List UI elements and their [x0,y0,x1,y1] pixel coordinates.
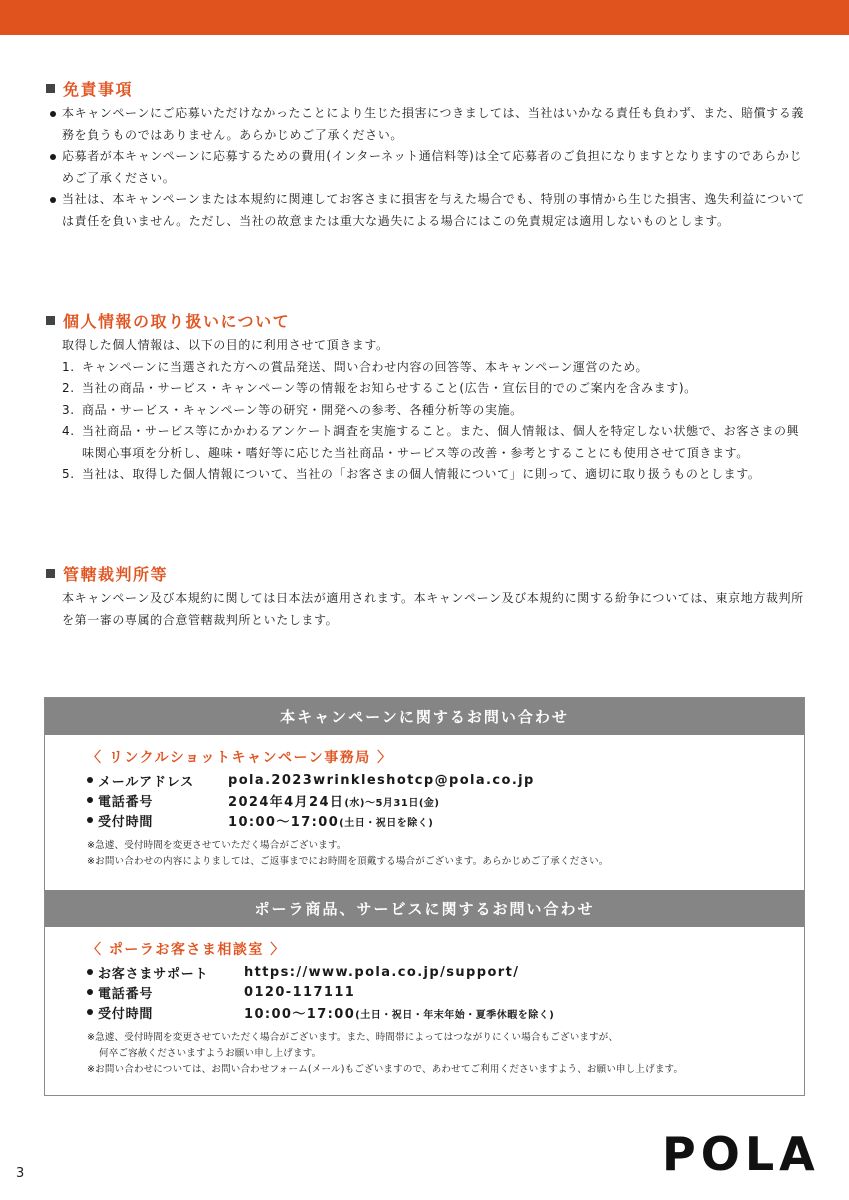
campaign-note: ※お問い合わせの内容によりましては、ご返事までにお時間を頂戴する場合がございます。あらかじめご了承ください。 [87,856,609,867]
top-accent-bar [0,0,849,35]
pola-note: ※急遽、受付時間を変更させていただく場合がございます。また、時間帯によってはつながりにくい場合もございますが、 [87,1032,619,1043]
pola-logo: POLA [662,1127,820,1181]
bullet-dot-icon [50,154,56,160]
campaign-note: ※急遽、受付時間を変更させていただく場合がございます。 [87,840,347,851]
campaign-email-row: メールアドレス pola.2023wrinkleshotcp@pola.co.jp [87,770,804,790]
privacy-intro: 取得した個人情報は、以下の目的に利用させて頂きます。 [62,338,389,352]
square-bullet-icon [46,316,55,325]
bullet-dot-icon [87,969,93,975]
disclaimer-section [46,77,806,232]
contact-box [44,697,805,1096]
bullet-dot-icon [87,777,93,783]
jurisdiction-title: 管轄裁判所等 [63,564,169,584]
disclaimer-list [46,103,806,232]
square-bullet-icon [46,84,55,93]
pola-support-link[interactable]: https://www.pola.co.jp/support/ [244,964,520,980]
disclaimer-item: 当社は、本キャンペーンまたは本規約に関連してお客さまに損害を与えた場合でも、特別の事情から生じた損害、逸失利益については責任を負いません。ただし、当社の故意または重大な過失による場合にはこの免責規定は適用しないものとします。 [46,189,806,232]
pola-support-row: お客さまサポート https://www.pola.co.jp/support/ [87,962,804,982]
campaign-phone-row: 電話番号 2024年4月24日(水)〜5月31日(金) [87,790,804,810]
bullet-dot-icon [87,1009,93,1015]
page-number: 3 [16,1166,25,1181]
campaign-hours-row: 受付時間 10:00〜17:00(土日・祝日を除く) [87,810,804,830]
campaign-contact-subtitle: 〈 リンクルショットキャンペーン事務局 〉 [87,750,393,766]
pola-hours-row: 受付時間 10:00〜17:00(土日・祝日・年末年始・夏季休暇を除く) [87,1002,804,1022]
privacy-item: 5. 当社は、取得した個人情報について、当社の「お客さまの個人情報について」に則って、適切に取り扱うものとします。 [62,467,761,481]
privacy-heading [46,309,806,331]
pola-contact-header: ポーラ商品、サービスに関するお問い合わせ [45,890,804,927]
pola-note: ※お問い合わせについては、お問い合わせフォーム(メール)もございますので、あわせてご利用くださいますよう、お願い申し上げます。 [87,1064,684,1075]
pola-contact-subtitle: 〈 ポーラお客さま相談室 〉 [87,942,286,958]
privacy-item: 1. キャンペーンに当選された方への賞品発送、問い合わせ内容の回答等、本キャンペーン運営のため。 [62,359,649,374]
disclaimer-title: 免責事項 [63,79,134,99]
disclaimer-item: 本キャンペーンにご応募いただけなかったことにより生じた損害につきましては、当社はいかなる責任も負わず、また、賠償する義務を負うものではありません。あらかじめご了承ください。 [46,103,806,146]
bullet-dot-icon [87,989,93,995]
bullet-dot-icon [87,817,93,823]
jurisdiction-heading [46,562,806,584]
pola-contact-body [45,927,804,1078]
privacy-item: 4. 当社商品・サービス等にかかわるアンケート調査を実施すること。また、個人情報は、個人を特定しない状態で、お客さまの興味関心事項を分析し、趣味・嗜好等に応じた当社商品・サービス等の改善・参考とすることにも使用させて頂きます。 [62,424,800,460]
bullet-dot-icon [87,797,93,803]
campaign-contact-body [45,735,804,890]
privacy-list [46,357,806,486]
privacy-section [46,309,806,486]
pola-phone-row: 電話番号 0120-117111 [87,982,804,1002]
privacy-item: 3. 商品・サービス・キャンペーン等の研究・開発への参考、各種分析等の実施。 [62,402,523,417]
disclaimer-heading [46,77,806,99]
campaign-email-link[interactable]: pola.2023wrinkleshotcp@pola.co.jp [228,772,535,788]
privacy-title: 個人情報の取り扱いについて [63,311,291,331]
bullet-dot-icon [50,111,56,117]
square-bullet-icon [46,569,55,578]
jurisdiction-section [46,562,806,631]
privacy-item: 2. 当社の商品・サービス・キャンペーン等の情報をお知らせすること(広告・宣伝目的でのご案内を含みます)。 [62,381,697,395]
jurisdiction-text: 本キャンペーン及び本規約に関しては日本法が適用されます。本キャンペーン及び本規約に関する紛争については、東京地方裁判所を第一審の専属的合意管轄裁判所といたします。 [62,591,804,627]
pola-note: 何卒ご容赦くださいますようお願い申し上げます。 [99,1048,322,1059]
campaign-contact-header: 本キャンペーンに関するお問い合わせ [45,698,804,735]
bullet-dot-icon [50,197,56,203]
disclaimer-item: 応募者が本キャンペーンに応募するための費用(インターネット通信料等)は全て応募者のご負担になりますとなりますのであらかじめご了承ください。 [46,146,806,189]
